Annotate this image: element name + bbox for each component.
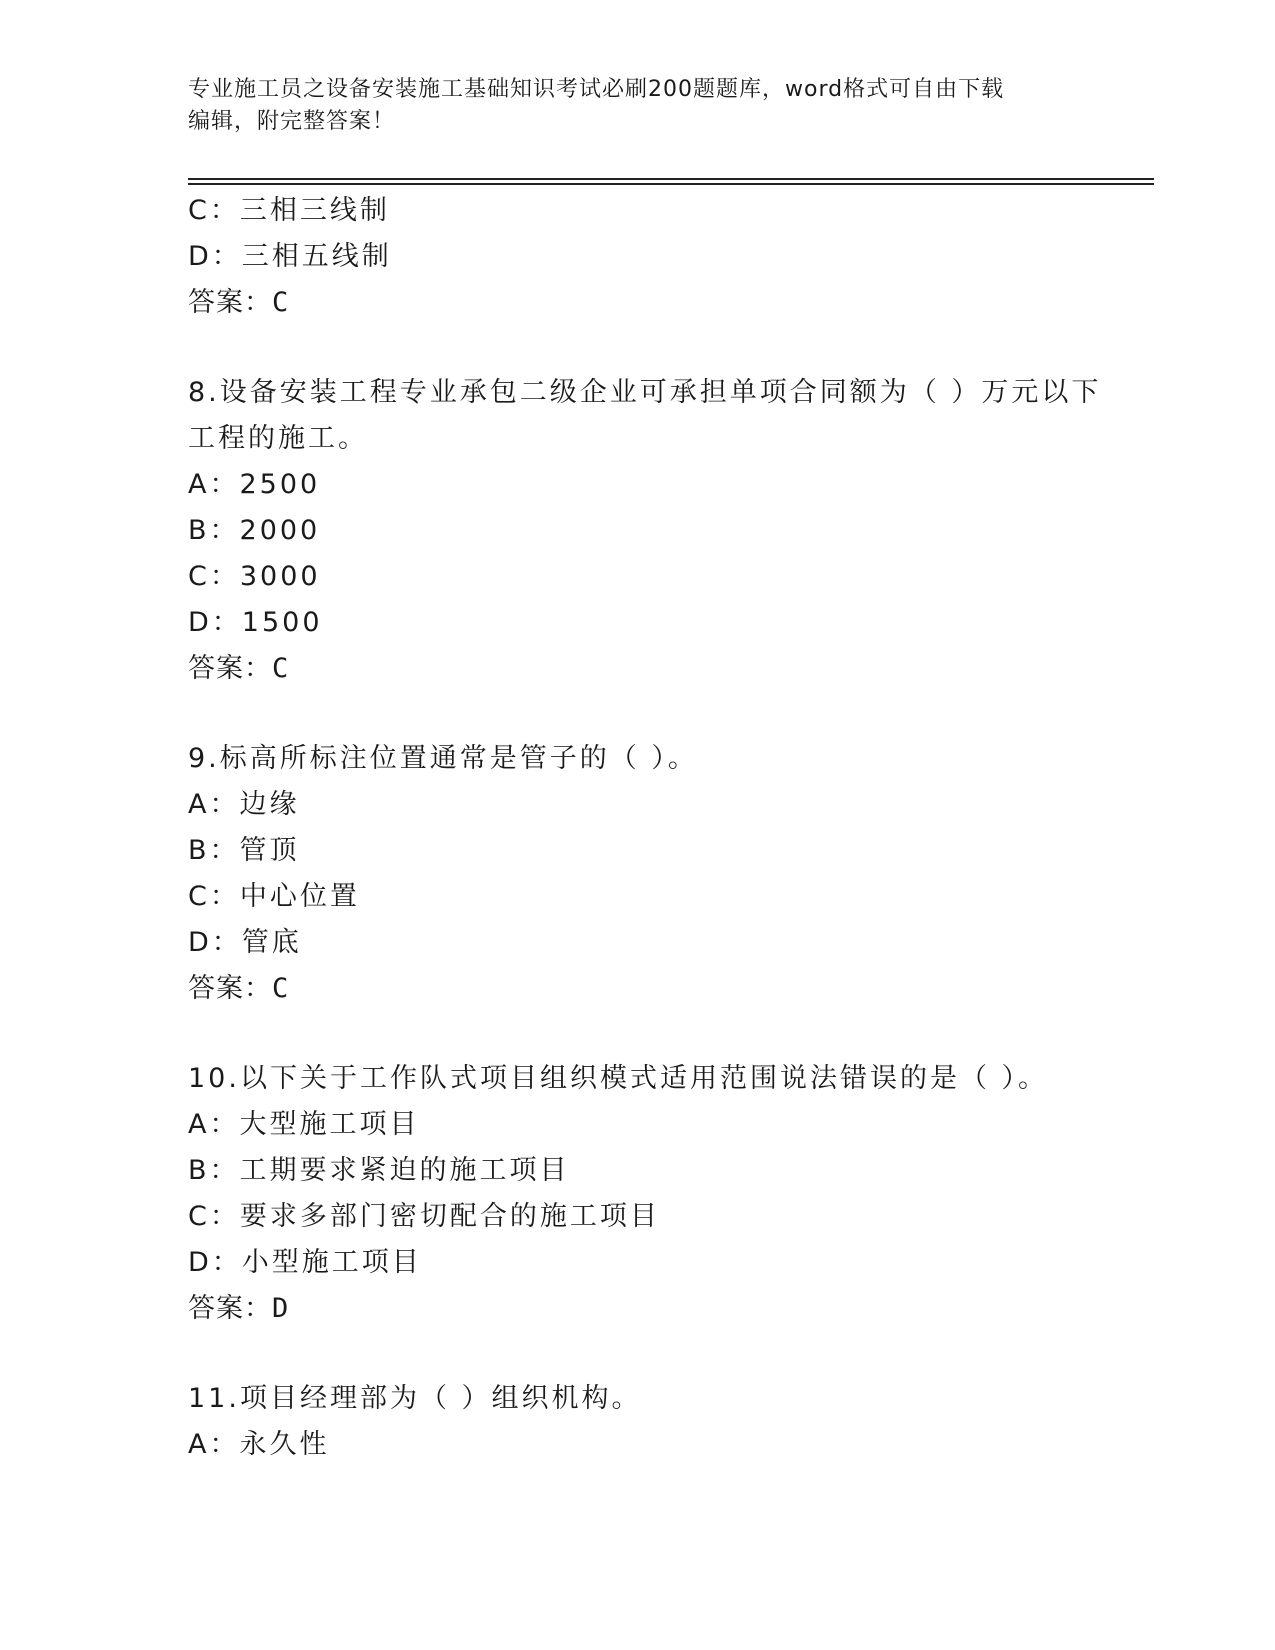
question-stem: 11.项目经理部为（ ）组织机构。 [188, 1383, 642, 1414]
question-stem-continued: 工程的施工。 [188, 423, 368, 454]
option-a: A：2500 [188, 469, 321, 500]
header-divider-bottom [188, 183, 1154, 185]
option-c: C：要求多部门密切配合的施工项目 [188, 1201, 660, 1232]
question-8 [188, 370, 1102, 692]
question-9 [188, 736, 1088, 1012]
option-c: C：3000 [188, 561, 321, 592]
option-c: C：中心位置 [188, 881, 360, 912]
option-a: A：边缘 [188, 789, 300, 820]
header-divider-top [188, 178, 1154, 180]
option-c: C：三相三线制 [188, 195, 390, 226]
answer: 答案：C [188, 653, 290, 684]
question-list [188, 188, 1102, 1468]
answer: 答案：D [188, 1293, 290, 1324]
header-title-line-2: 编辑，附完整答案！ [188, 109, 396, 134]
question-11 [188, 1376, 1088, 1468]
option-d: D：三相五线制 [188, 241, 392, 272]
option-d: D：管底 [188, 927, 302, 958]
question-10 [188, 1056, 1088, 1332]
option-d: D：1500 [188, 607, 323, 638]
option-b: B：工期要求紧迫的施工项目 [188, 1155, 570, 1186]
header-title-line-1: 专业施工员之设备安装施工基础知识考试必刷200题题库，word格式可自由下载 [188, 77, 1005, 102]
document-header [188, 74, 1088, 138]
spacer [188, 692, 1088, 736]
question-stem: 8.设备安装工程专业承包二级企业可承担单项合同额为（ ）万元以下 [188, 377, 1102, 408]
answer: 答案：C [188, 973, 290, 1004]
option-b: B：2000 [188, 515, 321, 546]
option-d: D：小型施工项目 [188, 1247, 422, 1278]
option-a: A：大型施工项目 [188, 1109, 420, 1140]
question-stem: 9.标高所标注位置通常是管子的（ ）。 [188, 743, 698, 774]
option-b: B：管顶 [188, 835, 300, 866]
question-7-tail [188, 188, 1088, 326]
question-stem: 10.以下关于工作队式项目组织模式适用范围说法错误的是（ ）。 [188, 1063, 1049, 1094]
spacer [188, 326, 1088, 370]
spacer [188, 1012, 1088, 1056]
spacer [188, 1332, 1088, 1376]
answer: 答案：C [188, 287, 290, 318]
option-a: A：永久性 [188, 1429, 330, 1460]
